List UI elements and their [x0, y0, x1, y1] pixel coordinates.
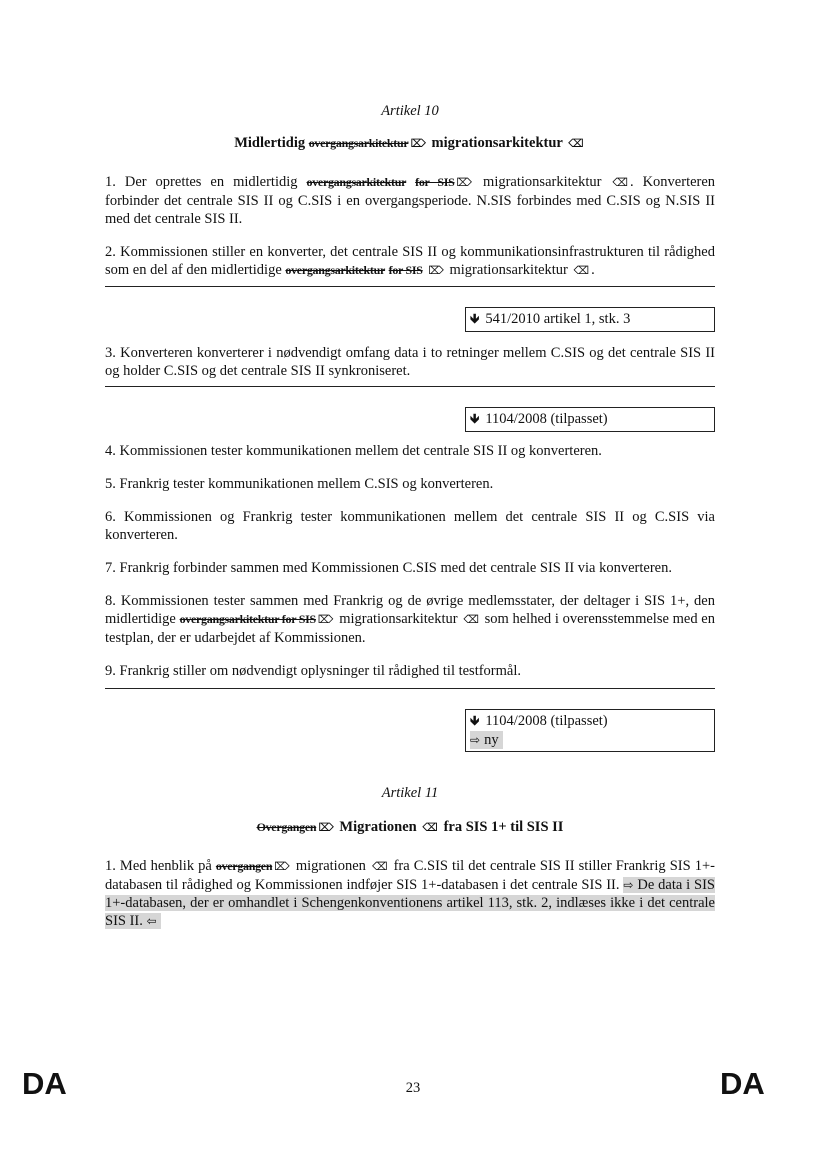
- insert-close-icon: ⌫: [371, 860, 388, 873]
- insert-close-icon: ⌫: [612, 176, 628, 189]
- insert-close-icon: ⌫: [568, 137, 584, 150]
- paragraph-7: 7. Frankrig forbinder sammen med Kommissionen C.SIS med det centrale SIS II via konverteren.: [105, 560, 672, 576]
- insert-open-icon: ⌦: [317, 613, 334, 626]
- insert-open-icon: ⌦: [274, 860, 290, 873]
- article-11-paragraph-1: 1. Med henblik på overgangen ⌦ migrationen ⌫ fra C.SIS til det centrale SIS II stiller Frankrig SIS 1+-databasen til rådighed og Kommissionen indføjer SIS 1+-databasen i det centrale SIS II. ⇨ De data i SIS 1+-databasen, der er omhandlet i Schengenkonventionens artikel 113, stk. 2, indlæses ikke i det centrale SIS II. ⇦: [105, 858, 716, 929]
- divider: [105, 688, 715, 689]
- down-arrow-icon: 🡻: [470, 714, 480, 729]
- article-10-heading: Midlertidig overgangsarkitektur ⌦ migrationsarkitektur ⌫: [234, 135, 584, 151]
- paragraph-2: 2. Kommissionen stiller en konverter, det centrale SIS II og kommunikationsinfrastrukturen til rådighed som en del af den midlertidige overgangsarkitektur for SIS ⌦ migrationsarkitektur ⌫ .: [105, 244, 715, 278]
- insert-close-icon: ⌫: [573, 264, 590, 277]
- paragraph-6: 6. Kommissionen og Frankrig tester kommunikationen mellem det centrale SIS II og C.SIS via konverteren.: [105, 509, 715, 543]
- document-body: [105, 102, 715, 945]
- insert-close-icon: ⌫: [463, 613, 479, 626]
- article-10-title: Artikel 10: [381, 103, 439, 119]
- insert-open-icon: ⌦: [428, 264, 444, 277]
- page-number: 23: [405, 1080, 421, 1096]
- insert-close-icon: ⌫: [422, 821, 438, 834]
- deleted-text: Overgangen: [256, 820, 317, 834]
- source-reference-1: 🡻 541/2010 artikel 1, stk. 3: [105, 307, 715, 332]
- language-code-right: DA: [720, 1066, 765, 1101]
- deleted-text: overgangsarkitektur: [306, 175, 407, 189]
- right-arrow-icon: ⇨: [470, 733, 481, 747]
- paragraph-1: 1. Der oprettes en midlertidig overgangsarkitektur for SIS ⌦ migrationsarkitektur ⌫ . Konverteren forbinder det centrale SIS II og C.SIS i en overgangsperiode. N.SIS forbindes med C.SIS og N.SIS II med det centrale SIS II.: [105, 174, 716, 227]
- paragraph-4: 4. Kommissionen tester kommunikationen mellem det centrale SIS II og konverteren.: [105, 443, 602, 459]
- down-arrow-icon: 🡻: [470, 312, 480, 327]
- deleted-text: for SIS: [415, 175, 455, 189]
- language-code-left: DA: [22, 1066, 67, 1101]
- right-arrow-icon: ⇨: [623, 878, 634, 892]
- paragraph-9: 9. Frankrig stiller om nødvendigt oplysninger til rådighed til testformål.: [105, 663, 522, 679]
- divider: [105, 286, 715, 287]
- deleted-text: overgangsarkitektur: [308, 136, 409, 150]
- deleted-text: for SIS: [388, 263, 423, 277]
- deleted-text: overgangen: [215, 859, 273, 873]
- article-11-title: Artikel 11: [381, 785, 439, 801]
- highlighted-new-text: ⇨ De data i SIS 1+-databasen, der er omhandlet i Schengenkonventionens artikel 113, stk. 2, indlæses ikke i det centrale SIS II. ⇦: [105, 877, 715, 929]
- insert-open-icon: ⌦: [410, 137, 426, 150]
- left-arrow-icon: ⇦: [146, 914, 157, 928]
- deleted-text: overgangsarkitektur: [285, 263, 386, 277]
- insert-open-icon: ⌦: [318, 821, 334, 834]
- divider: [105, 386, 715, 387]
- paragraph-8: 8. Kommissionen tester sammen med Frankrig og de øvrige medlemsstater, der deltager i SIS 1+, den midlertidige overgangsarkitektur for SIS ⌦ migrationsarkitektur ⌫ som helhed i overensstemmelse med en testplan, der er udarbejdet af Kommissionen.: [105, 593, 715, 646]
- insert-open-icon: ⌦: [456, 176, 473, 189]
- paragraph-5: 5. Frankrig tester kommunikationen mellem C.SIS og konverteren.: [105, 476, 494, 492]
- source-reference-2: 🡻 1104/2008 (tilpasset): [105, 407, 715, 432]
- deleted-text: overgangsarkitektur for SIS: [179, 612, 316, 626]
- paragraph-3: 3. Konverteren konverterer i nødvendigt omfang data i to retninger mellem C.SIS og det centrale SIS II og holder C.SIS og det centrale SIS II synkroniseret.: [105, 345, 715, 379]
- source-reference-3: 🡻 1104/2008 (tilpasset) ⇨ ny: [105, 709, 715, 752]
- down-arrow-icon: 🡻: [470, 412, 480, 427]
- article-11-heading: Overgangen ⌦ Migrationen ⌫ fra SIS 1+ til SIS II: [256, 819, 564, 835]
